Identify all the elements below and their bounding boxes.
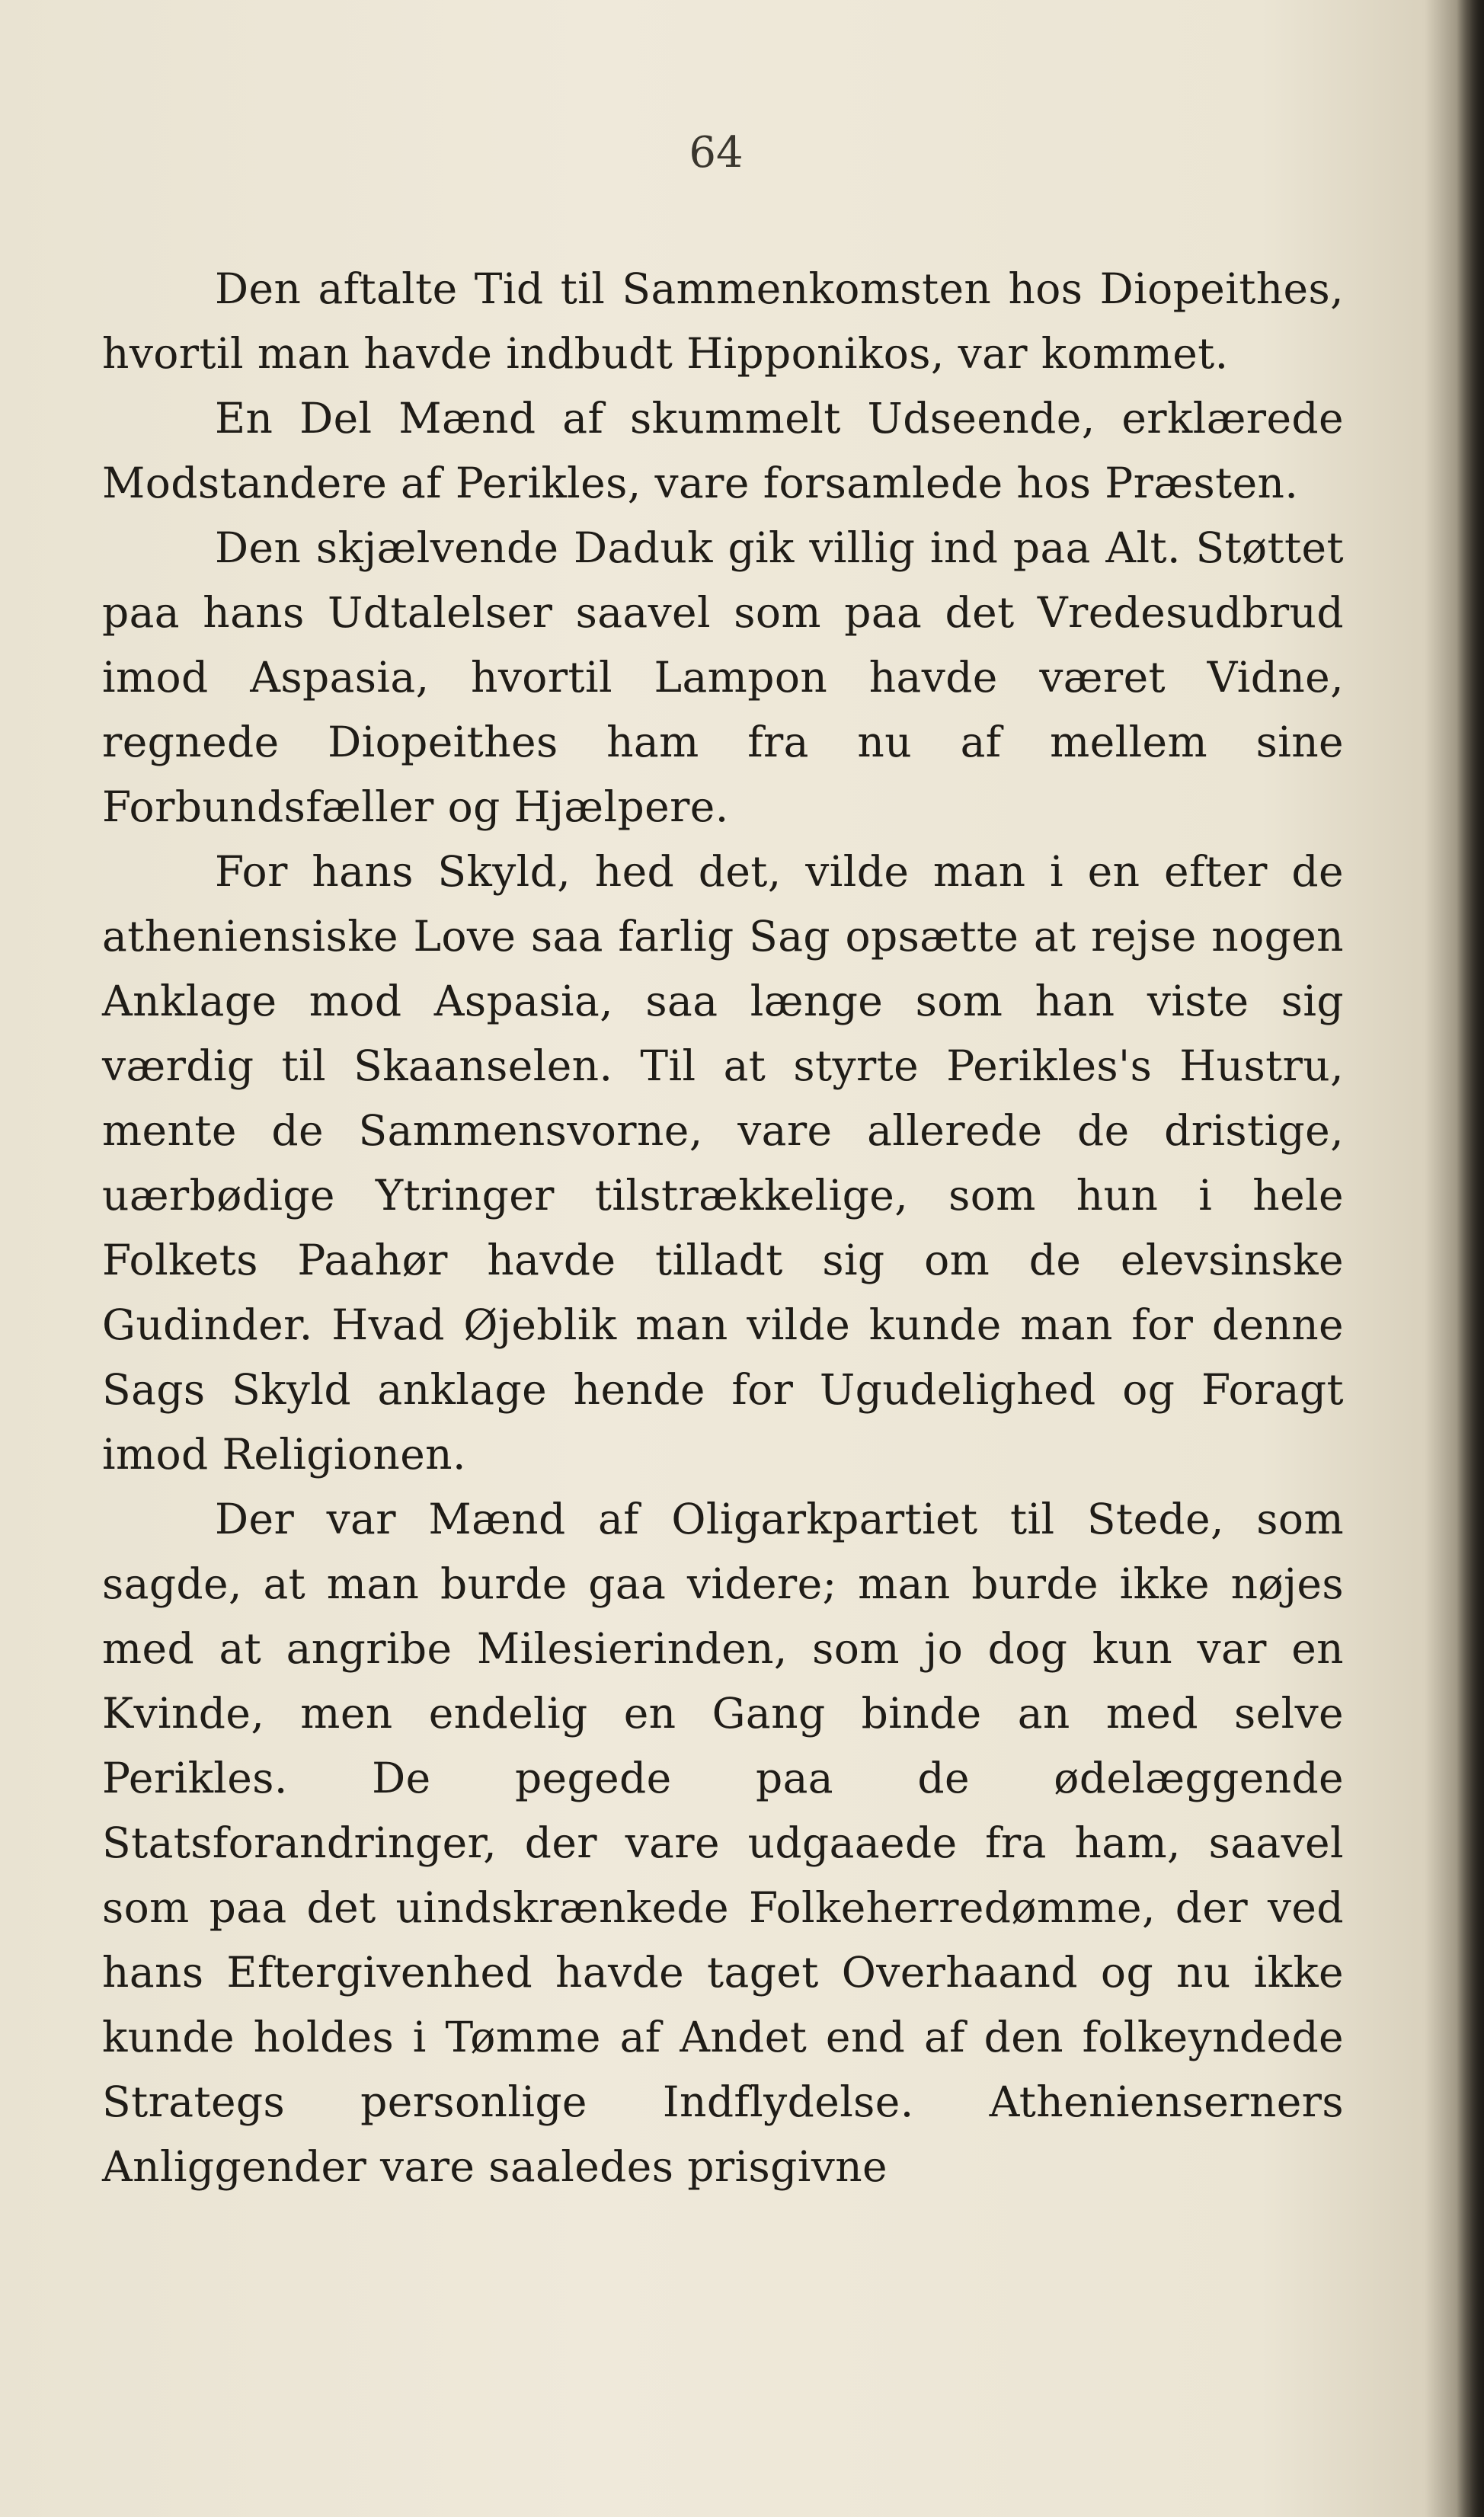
paragraph-2: En Del Mænd af skummelt Udseende, erklærede Modstandere af Perikles, vare forsamlede hos Præsten.	[102, 394, 1344, 507]
page-number: 64	[689, 128, 744, 178]
paragraph-1: Den aftalte Tid til Sammenkomsten hos Diopeithes, hvortil man havde indbudt Hipponikos, var kommet.	[102, 264, 1344, 378]
paragraph-3: Den skjælvende Daduk gik villig ind paa Alt. Støttet paa hans Udtalelser saavel som paa det Vredesudbrud imod Aspasia, hvortil Lampon havde været Vidne, regnede Diopeithes ham fra nu af mellem sine Forbundsfæller og Hjælpere.	[102, 523, 1344, 831]
body-text	[102, 257, 1344, 2199]
paragraph-5: Der var Mænd af Oligarkpartiet til Stede, som sagde, at man burde gaa videre; man burde ikke nøjes med at angribe Milesierinden, som jo dog kun var en Kvinde, men endelig en Gang binde an med selve Perikles. De pegede paa de ødelæggende Statsforandringer, der vare udgaaede fra ham, saavel som paa det uindskrænkede Folkeherredømme, der ved hans Eftergivenhed havde taget Overhaand og nu ikke kunde holdes i Tømme af Andet end af den folkeyndede Strategs personlige Indflydelse. Athenienserners Anliggender vare saaledes prisgivne	[102, 1495, 1344, 2191]
page-edge-shadow	[1457, 0, 1484, 2517]
paragraph-4: For hans Skyld, hed det, vilde man i en efter de atheniensiske Love saa farlig Sag opsætte at rejse nogen Anklage mod Aspasia, saa længe som han viste sig værdig til Skaanselen. Til at styrte Perikles's Hustru, mente de Sammensvorne, vare allerede de dristige, uærbødige Ytringer tilstrækkelige, som hun i hele Folkets Paahør havde tilladt sig om de elevsinske Gudinder. Hvad Øjeblik man vilde kunde man for denne Sags Skyld anklage hende for Ugudelighed og Foragt imod Religionen.	[102, 847, 1344, 1479]
